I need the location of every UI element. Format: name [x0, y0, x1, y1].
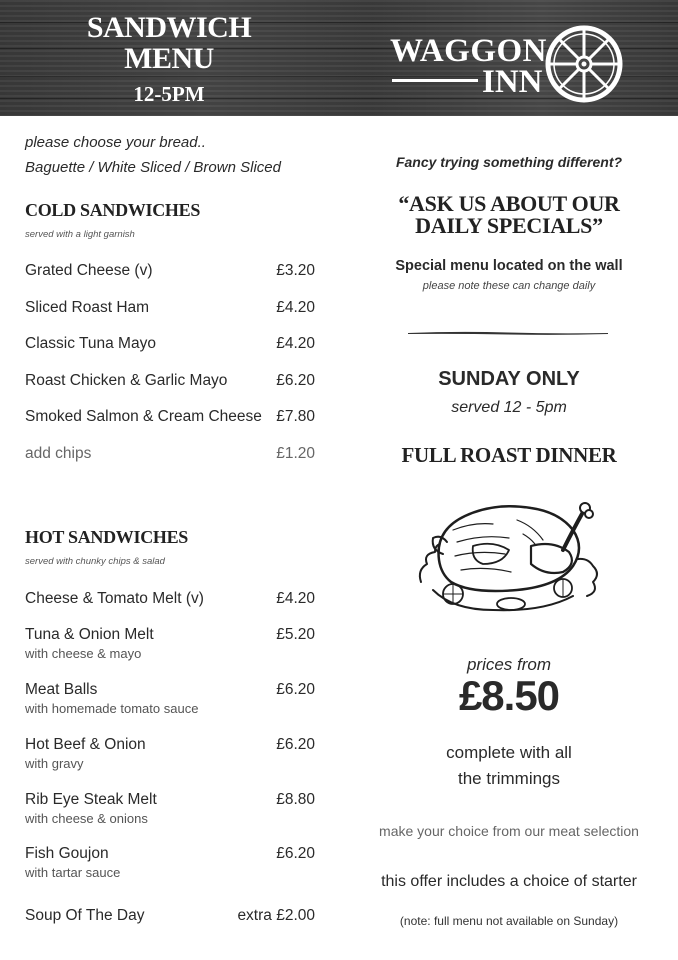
roast-price: £8.50: [458, 672, 560, 719]
menu-item: [25, 590, 315, 608]
menu-item: [25, 262, 315, 280]
brush-divider: [408, 330, 608, 336]
menu-item: [25, 408, 315, 426]
menu-title-line2: MENU: [124, 42, 214, 75]
wagon-wheel-icon: [544, 24, 624, 104]
item-name: Meat Balls: [25, 681, 98, 698]
trimmings-line1: complete with all: [446, 743, 572, 762]
daily-specials-line2: DAILY SPECIALS”: [415, 213, 603, 238]
header-banner: [0, 0, 678, 116]
roast-dinner-heading: FULL ROAST DINNER: [401, 443, 617, 467]
item-description: with homemade tomato sauce: [25, 701, 199, 716]
cold-sandwiches-subtitle: served with a light garnish: [25, 229, 135, 240]
logo-text-line1: WAGGON: [390, 33, 548, 69]
item-price: extra £2.00: [237, 907, 315, 924]
logo-rule: [392, 79, 478, 82]
logo-text-line2: INN: [482, 64, 543, 100]
roast-chicken-illustration: [413, 490, 603, 620]
item-price: £6.20: [276, 845, 315, 862]
item-price: £1.20: [276, 445, 315, 462]
item-name: Fish Goujon: [25, 845, 109, 862]
item-description: with tartar sauce: [25, 865, 121, 880]
menu-item: [25, 791, 315, 826]
menu-hours: 12-5PM: [133, 82, 205, 106]
item-price: £3.20: [276, 262, 315, 279]
item-name: Grated Cheese (v): [25, 262, 153, 279]
trimmings-text: [340, 740, 678, 792]
bread-prompt: please choose your bread..: [25, 134, 206, 151]
fancy-prompt: Fancy trying something different?: [395, 154, 623, 170]
item-description: with cheese & onions: [25, 811, 148, 826]
item-description: with gravy: [25, 756, 84, 771]
special-menu-location: Special menu located on the wall: [395, 258, 623, 274]
waggon-inn-logo: [390, 22, 630, 108]
item-name: add chips: [25, 445, 92, 462]
menu-title-line1: SANDWICH: [86, 11, 252, 44]
item-name: Classic Tuna Mayo: [25, 335, 156, 352]
menu-item: [25, 335, 315, 353]
item-name: Cheese & Tomato Melt (v): [25, 590, 204, 607]
menu-title: [64, 12, 274, 107]
starter-offer: this offer includes a choice of starter: [381, 873, 637, 890]
menu-item: [25, 736, 315, 771]
item-name: Rib Eye Steak Melt: [25, 791, 157, 808]
item-name: Soup Of The Day: [25, 907, 145, 924]
bread-options: Baguette / White Sliced / Brown Sliced: [25, 159, 281, 176]
prices-from-label: prices from: [466, 655, 552, 674]
item-price: £4.20: [276, 299, 315, 316]
hot-sandwiches-heading: HOT SANDWICHES: [25, 527, 189, 547]
item-price: £4.20: [276, 335, 315, 352]
item-price: £7.80: [276, 408, 315, 425]
cold-sandwiches-heading: COLD SANDWICHES: [25, 200, 201, 220]
specials-note: please note these can change daily: [422, 280, 596, 292]
item-price: £6.20: [276, 372, 315, 389]
item-price: £6.20: [276, 736, 315, 753]
item-name: Sliced Roast Ham: [25, 299, 150, 316]
item-name: Smoked Salmon & Cream Cheese: [25, 408, 262, 425]
menu-item: [25, 626, 315, 661]
item-name: Hot Beef & Onion: [25, 736, 146, 753]
sunday-menu-note: (note: full menu not available on Sunday): [399, 914, 619, 928]
menu-item: [25, 681, 315, 716]
hot-sandwiches-subtitle: served with chunky chips & salad: [25, 556, 165, 567]
daily-specials-line1: “ASK US ABOUT OUR: [398, 191, 620, 216]
item-name: Tuna & Onion Melt: [25, 626, 154, 643]
menu-item-extra: [25, 445, 315, 463]
menu-item-soup: [25, 907, 315, 925]
menu-item: [25, 372, 315, 390]
meat-selection-note: make your choice from our meat selection: [379, 823, 639, 839]
item-price: £6.20: [276, 681, 315, 698]
menu-item: [25, 299, 315, 317]
daily-specials-heading: [340, 193, 678, 237]
sunday-hours: served 12 - 5pm: [451, 399, 567, 416]
item-name: Roast Chicken & Garlic Mayo: [25, 372, 228, 389]
item-price: £5.20: [276, 626, 315, 643]
menu-item: [25, 845, 315, 880]
item-description: with cheese & mayo: [25, 646, 142, 661]
sunday-heading: SUNDAY ONLY: [438, 368, 580, 390]
item-price: £8.80: [276, 791, 315, 808]
item-price: £4.20: [276, 590, 315, 607]
trimmings-line2: the trimmings: [457, 769, 561, 788]
